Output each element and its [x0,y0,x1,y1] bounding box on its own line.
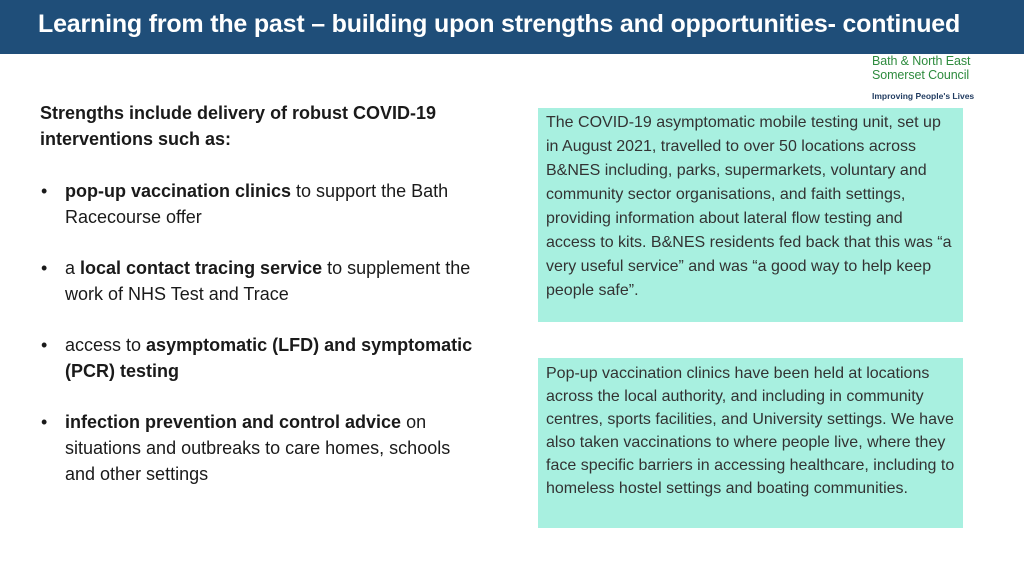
strengths-list [40,178,480,487]
vaccination-clinics-callout [538,358,963,528]
logo-line-1: Bath & North East [872,54,971,68]
bullet-text-post: on situations and outbreaks to care homes, schools and other settings [65,412,451,484]
strengths-column [40,100,480,512]
bullet-text-bold: infection prevention and control advice [65,412,402,432]
logo-tagline: Improving People's Lives [872,91,975,101]
logo-line-2: Somerset Council [872,68,970,82]
list-item [40,255,480,307]
bullet-icon: • [41,335,48,355]
bullet-text-bold: asymptomatic (LFD) and symptomatic (PCR) testing [65,335,473,381]
slide-title: Learning from the past – building upon strengths and opportunities- continued [38,10,961,38]
bullet-icon: • [41,181,48,201]
strengths-intro: Strengths include delivery of robust COVID-19 interventions such as: [40,103,437,149]
bullet-icon: • [41,412,48,432]
council-logo [872,54,992,108]
bullet-text-post: to supplement the work of NHS Test and Trace [65,258,471,304]
bullet-text-bold: pop-up vaccination clinics [65,181,292,201]
bullet-text-pre: a [65,258,81,278]
bullet-text-bold: local contact tracing service [80,258,323,278]
vaccination-clinics-text: Pop-up vaccination clinics have been held at locations across the local authority, and including in community centres, sports facilities, and University settings. We have also taken vaccinations to where people live, where they face specific barriers in accessing healthcare, including to homeless hostel settings and boating communities. [546,365,955,497]
bullet-icon: • [41,258,48,278]
testing-unit-text: The COVID-19 asymptomatic mobile testing unit, set up in August 2021, travelled to over 50 locations across B&NES including, parks, supermarkets, voluntary and community sector organisations, and faith settings, providing information about lateral flow testing and access to kits. B&NES residents fed back that this was “a very useful service” and was “a good way to help keep people safe”. [546,114,952,299]
bullet-text-post: to support the Bath Racecourse offer [65,181,449,227]
list-item [40,332,480,384]
list-item [40,178,480,230]
list-item [40,409,480,487]
bullet-text-pre: access to [65,335,147,355]
title-bar [0,0,1024,54]
testing-unit-callout [538,108,963,322]
